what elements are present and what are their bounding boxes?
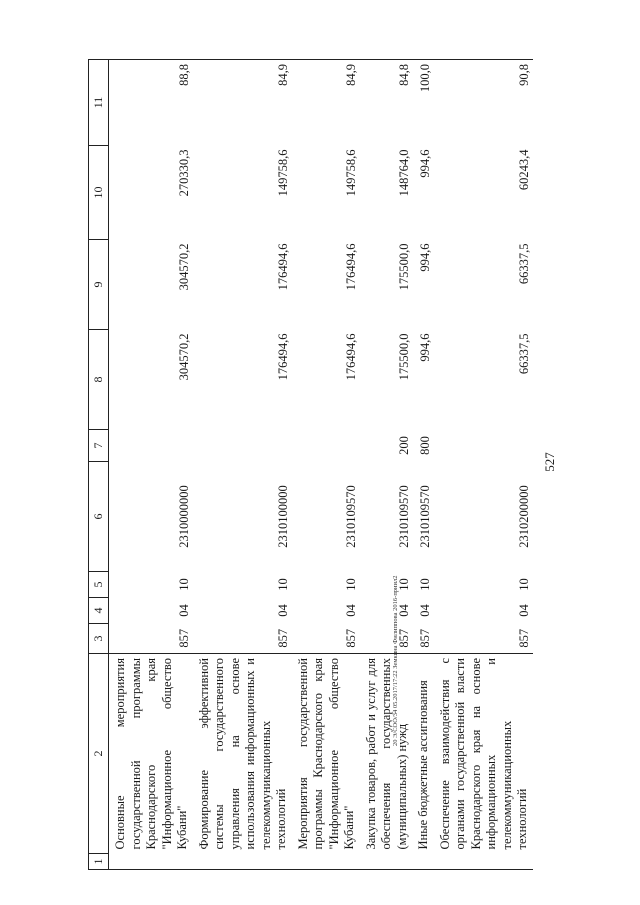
row-name: Обеспечение взаимодействия с органами государственной власти Краснодарского края на основе информационных и телекоммуникационных технологий	[434, 654, 533, 854]
col-header: 2	[89, 654, 109, 854]
cell-c10: 270330,3	[177, 149, 191, 197]
cell-c4: 04	[344, 604, 358, 617]
col-header: 3	[89, 624, 109, 654]
cell-c5: 10	[344, 578, 358, 591]
document-stamp: 20 Э/СОО/34 05.2017/17:22 Земкина Филиппова 2016-приил2	[392, 575, 399, 746]
cell-c9: 66337,5	[517, 243, 531, 285]
cell-c11: 84,8	[360, 60, 413, 146]
row-name: Закупка товаров, работ и услуг для обеспечения государственных (муниципальных) нужд	[360, 654, 413, 854]
cell-c7	[292, 430, 360, 462]
column-number-row	[89, 60, 109, 870]
cell-c3: 857	[344, 628, 358, 648]
cell-c5: 10	[276, 578, 290, 591]
col-header: 9	[89, 240, 109, 330]
page-number: 527	[542, 452, 557, 472]
budget-table	[88, 59, 533, 870]
cell-c6: 2310100000	[276, 485, 290, 548]
cell-c9: 304570,2	[177, 243, 191, 291]
col-header: 10	[89, 146, 109, 240]
cell-c5: 10	[396, 578, 411, 591]
cell-c11: 84,9	[193, 60, 292, 146]
cell-c4: 04	[396, 604, 411, 617]
cell-c9: 176494,6	[344, 243, 358, 291]
cell-c8: 66337,5	[517, 333, 531, 375]
col-header: 8	[89, 330, 109, 430]
cell-c4: 04	[276, 604, 290, 617]
cell-c7	[109, 430, 193, 462]
col-header: 1	[89, 854, 109, 870]
cell-c9: 176494,6	[276, 243, 290, 291]
cell-c4: 04	[418, 604, 432, 617]
table-row	[412, 60, 434, 870]
cell-c10: 148764,0	[396, 149, 411, 197]
col-header: 4	[89, 598, 109, 624]
cell-c10: 994,6	[418, 149, 432, 178]
cell-c3: 857	[177, 628, 191, 648]
cell-c11: 84,9	[292, 60, 360, 146]
cell-c10: 149758,6	[344, 149, 358, 197]
table-row	[434, 60, 533, 870]
cell-c6: 2310200000	[517, 485, 531, 548]
cell-c7	[193, 430, 292, 462]
cell-c4: 04	[177, 604, 191, 617]
cell-c7: 200	[396, 436, 411, 455]
cell-c8: 175500,0	[396, 333, 411, 381]
table-row	[292, 60, 360, 870]
table-row	[109, 60, 193, 870]
cell-c3: 857	[418, 628, 432, 648]
cell-c6: 2310109570	[418, 485, 432, 548]
col-header: 5	[89, 572, 109, 598]
cell-c6: 2310000000	[177, 485, 191, 548]
row-name: Основные мероприятия государственной программы Краснодарского края "Информационное общество Кубани"	[109, 654, 193, 854]
row-name: Мероприятия государственной программы Краснодарского края "Информационное общество Кубани"	[292, 654, 360, 854]
cell-c9: 175500,0	[396, 243, 411, 291]
cell-c3: 857	[396, 628, 411, 648]
cell-c11: 88,8	[109, 60, 193, 146]
cell-c3: 857	[276, 628, 290, 648]
cell-c3: 857	[517, 628, 531, 648]
cell-c6: 2310109570	[344, 485, 358, 548]
cell-c11: 100,0	[412, 60, 434, 146]
cell-c5: 10	[517, 578, 531, 591]
table-row	[193, 60, 292, 870]
cell-c11: 90,8	[434, 60, 533, 146]
col-header: 7	[89, 430, 109, 462]
cell-c10: 60243,4	[517, 149, 531, 191]
row-name: Иные бюджетные ассигнования	[412, 654, 434, 854]
budget-table-page	[88, 60, 531, 870]
cell-c8: 176494,6	[344, 333, 358, 381]
cell-c5: 10	[418, 578, 432, 591]
col-header: 6	[89, 462, 109, 572]
cell-c7: 800	[418, 436, 432, 455]
cell-c4: 04	[517, 604, 531, 617]
row-name: Формирование эффективной системы государственного управления на основе использования информационных и телекоммуникационных технологий	[193, 654, 292, 854]
cell-c8: 994,6	[418, 333, 432, 362]
cell-c6: 2310109570	[396, 485, 411, 548]
cell-c5: 10	[177, 578, 191, 591]
cell-c9: 994,6	[418, 243, 432, 272]
cell-c8: 304570,2	[177, 333, 191, 381]
cell-c8: 176494,6	[276, 333, 290, 381]
cell-c7	[434, 430, 533, 462]
table-row	[360, 60, 413, 870]
cell-c10: 149758,6	[276, 149, 290, 197]
col-header: 11	[89, 60, 109, 146]
